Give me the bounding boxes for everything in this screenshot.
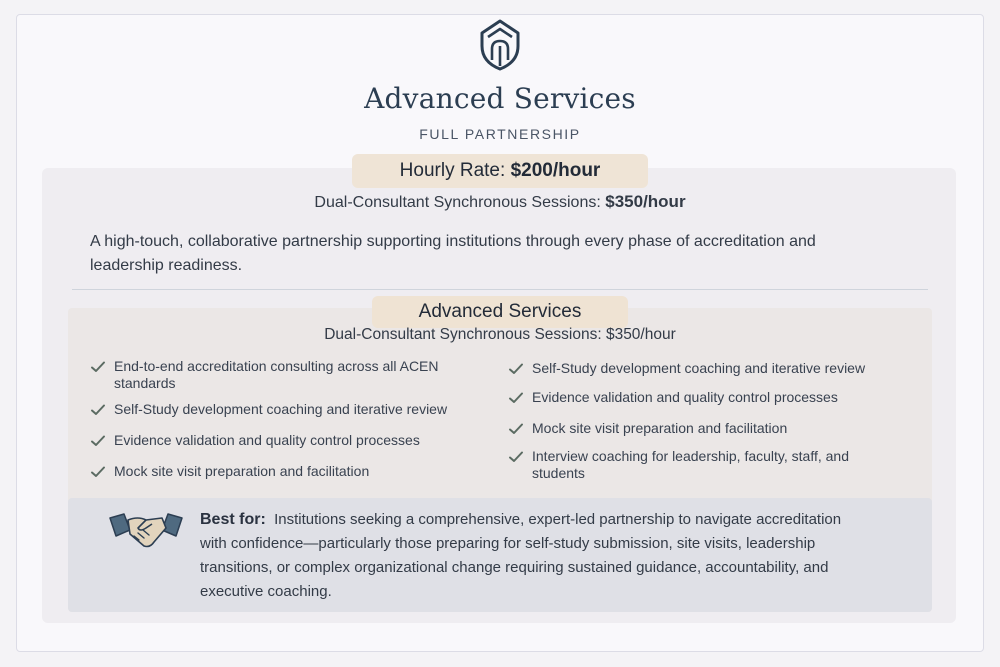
intro-text: A high-touch, collaborative partnership supporting institutions through every phase of accreditation and leadership readiness. [90, 233, 816, 274]
services-dual-rate: Dual-Consultant Synchronous Sessions: $350/hour [324, 326, 676, 343]
best-for-label: Best for: [200, 511, 266, 528]
check-icon [508, 449, 524, 465]
list-item-text: Self-Study development coaching and iterative review [114, 401, 448, 417]
dual-rate-label: Dual-Consultant Synchronous Sessions: [314, 194, 601, 211]
check-icon [90, 359, 106, 375]
check-icon [90, 433, 106, 449]
handshake-icon [106, 508, 186, 556]
page-subtitle: FULL PARTNERSHIP [419, 126, 581, 142]
section-divider [72, 289, 928, 290]
list-item-text: Evidence validation and quality control processes [532, 389, 838, 405]
list-item [508, 389, 932, 406]
list-item [90, 432, 510, 449]
check-icon [90, 402, 106, 418]
best-for-description: Institutions seeking a comprehensive, expert-led partnership to navigate accreditation with confidence—particularly those preparing for self-study submission, site visits, leadership transitions, or complex organizational change requiring sustained guidance, accountability, and executive coaching. [200, 511, 842, 600]
services-list-left [90, 358, 510, 488]
list-item-text: Interview coaching for leadership, faculty, staff, and students [532, 448, 849, 481]
check-icon [508, 390, 524, 406]
hourly-rate-badge [352, 154, 648, 188]
shield-arch-icon [478, 18, 522, 72]
hourly-rate-label: Hourly Rate: [399, 160, 506, 181]
services-list-right [508, 360, 932, 490]
list-item [90, 401, 520, 418]
list-item-text: Evidence validation and quality control processes [114, 432, 420, 448]
dual-consultant-rate [0, 192, 1000, 212]
list-item-text: Mock site visit preparation and facilitation [532, 420, 788, 436]
list-item-text: End-to-end accreditation consulting across all ACEN standards [114, 358, 439, 391]
check-icon [508, 421, 524, 437]
list-item [508, 360, 932, 377]
check-icon [508, 361, 524, 377]
best-for-text [200, 508, 860, 604]
list-item [508, 420, 932, 437]
list-item [90, 463, 510, 480]
list-item-text: Self-Study development coaching and iterative review [532, 360, 866, 376]
page-title: Advanced Services [364, 82, 636, 115]
services-heading: Advanced Services [372, 296, 628, 328]
list-item [508, 448, 888, 482]
list-item [90, 358, 490, 392]
list-item-text: Mock site visit preparation and facilitation [114, 463, 370, 479]
dual-rate-value: $350/hour [605, 192, 686, 211]
hourly-rate-value: $200/hour [510, 160, 601, 181]
check-icon [90, 464, 106, 480]
